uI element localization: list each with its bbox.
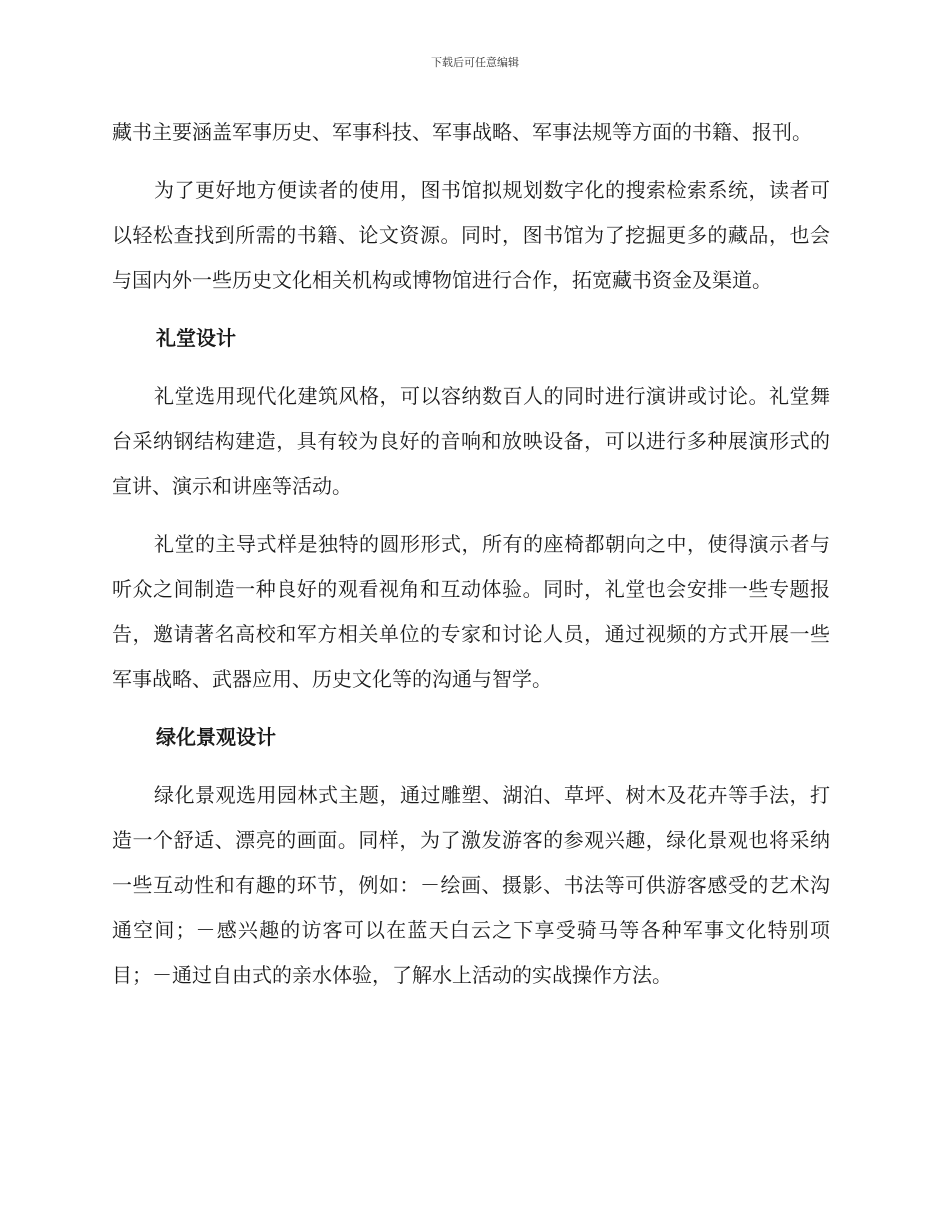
page-header: 下载后可任意编辑: [431, 56, 519, 69]
section-heading-landscape: 绿化景观设计: [156, 725, 276, 749]
paragraph-auditorium-style: 礼堂选用现代化建筑风格，可以容纳数百人的同时进行演讲或讨论。礼堂舞台采纳钢结构建造，具有较为良好的音响和放映设备，可以进行多种展演形式的宣讲、演示和讲座等活动。: [112, 384, 830, 498]
paragraph-library-digital: 为了更好地方便读者的使用，图书馆拟规划数字化的搜索检索系统，读者可以轻松查找到所需的书籍、论文资源。同时，图书馆为了挖掘更多的藏品，也会与国内外一些历史文化相关机构或博物馆进行合作，拓宽藏书资金及渠道。: [112, 178, 830, 292]
section-heading-auditorium: 礼堂设计: [156, 326, 236, 350]
paragraph-auditorium-layout: 礼堂的主导式样是独特的圆形形式，所有的座椅都朝向之中，使得演示者与听众之间制造一种良好的观看视角和互动体验。同时，礼堂也会安排一些专题报告，邀请著名高校和军方相关单位的专家和讨论人员，通过视频的方式开展一些军事战略、武器应用、历史文化等的沟通与智学。: [112, 532, 830, 691]
paragraph-landscape: 绿化景观选用园林式主题，通过雕塑、湖泊、草坪、树木及花卉等手法，打造一个舒适、漂亮的画面。同样，为了激发游客的参观兴趣，绿化景观也将采纳一些互动性和有趣的环节，例如：－绘画、摄影、书法等可供游客感受的艺术沟通空间；－感兴趣的访客可以在蓝天白云之下享受骑马等各种军事文化特别项目；－通过自由式的亲水体验，了解水上活动的实战操作方法。: [112, 783, 830, 987]
document-body: [112, 110, 830, 1011]
paragraph-library-collection: 藏书主要涵盖军事历史、军事科技、军事战略、军事法规等方面的书籍、报刊。: [112, 120, 812, 144]
